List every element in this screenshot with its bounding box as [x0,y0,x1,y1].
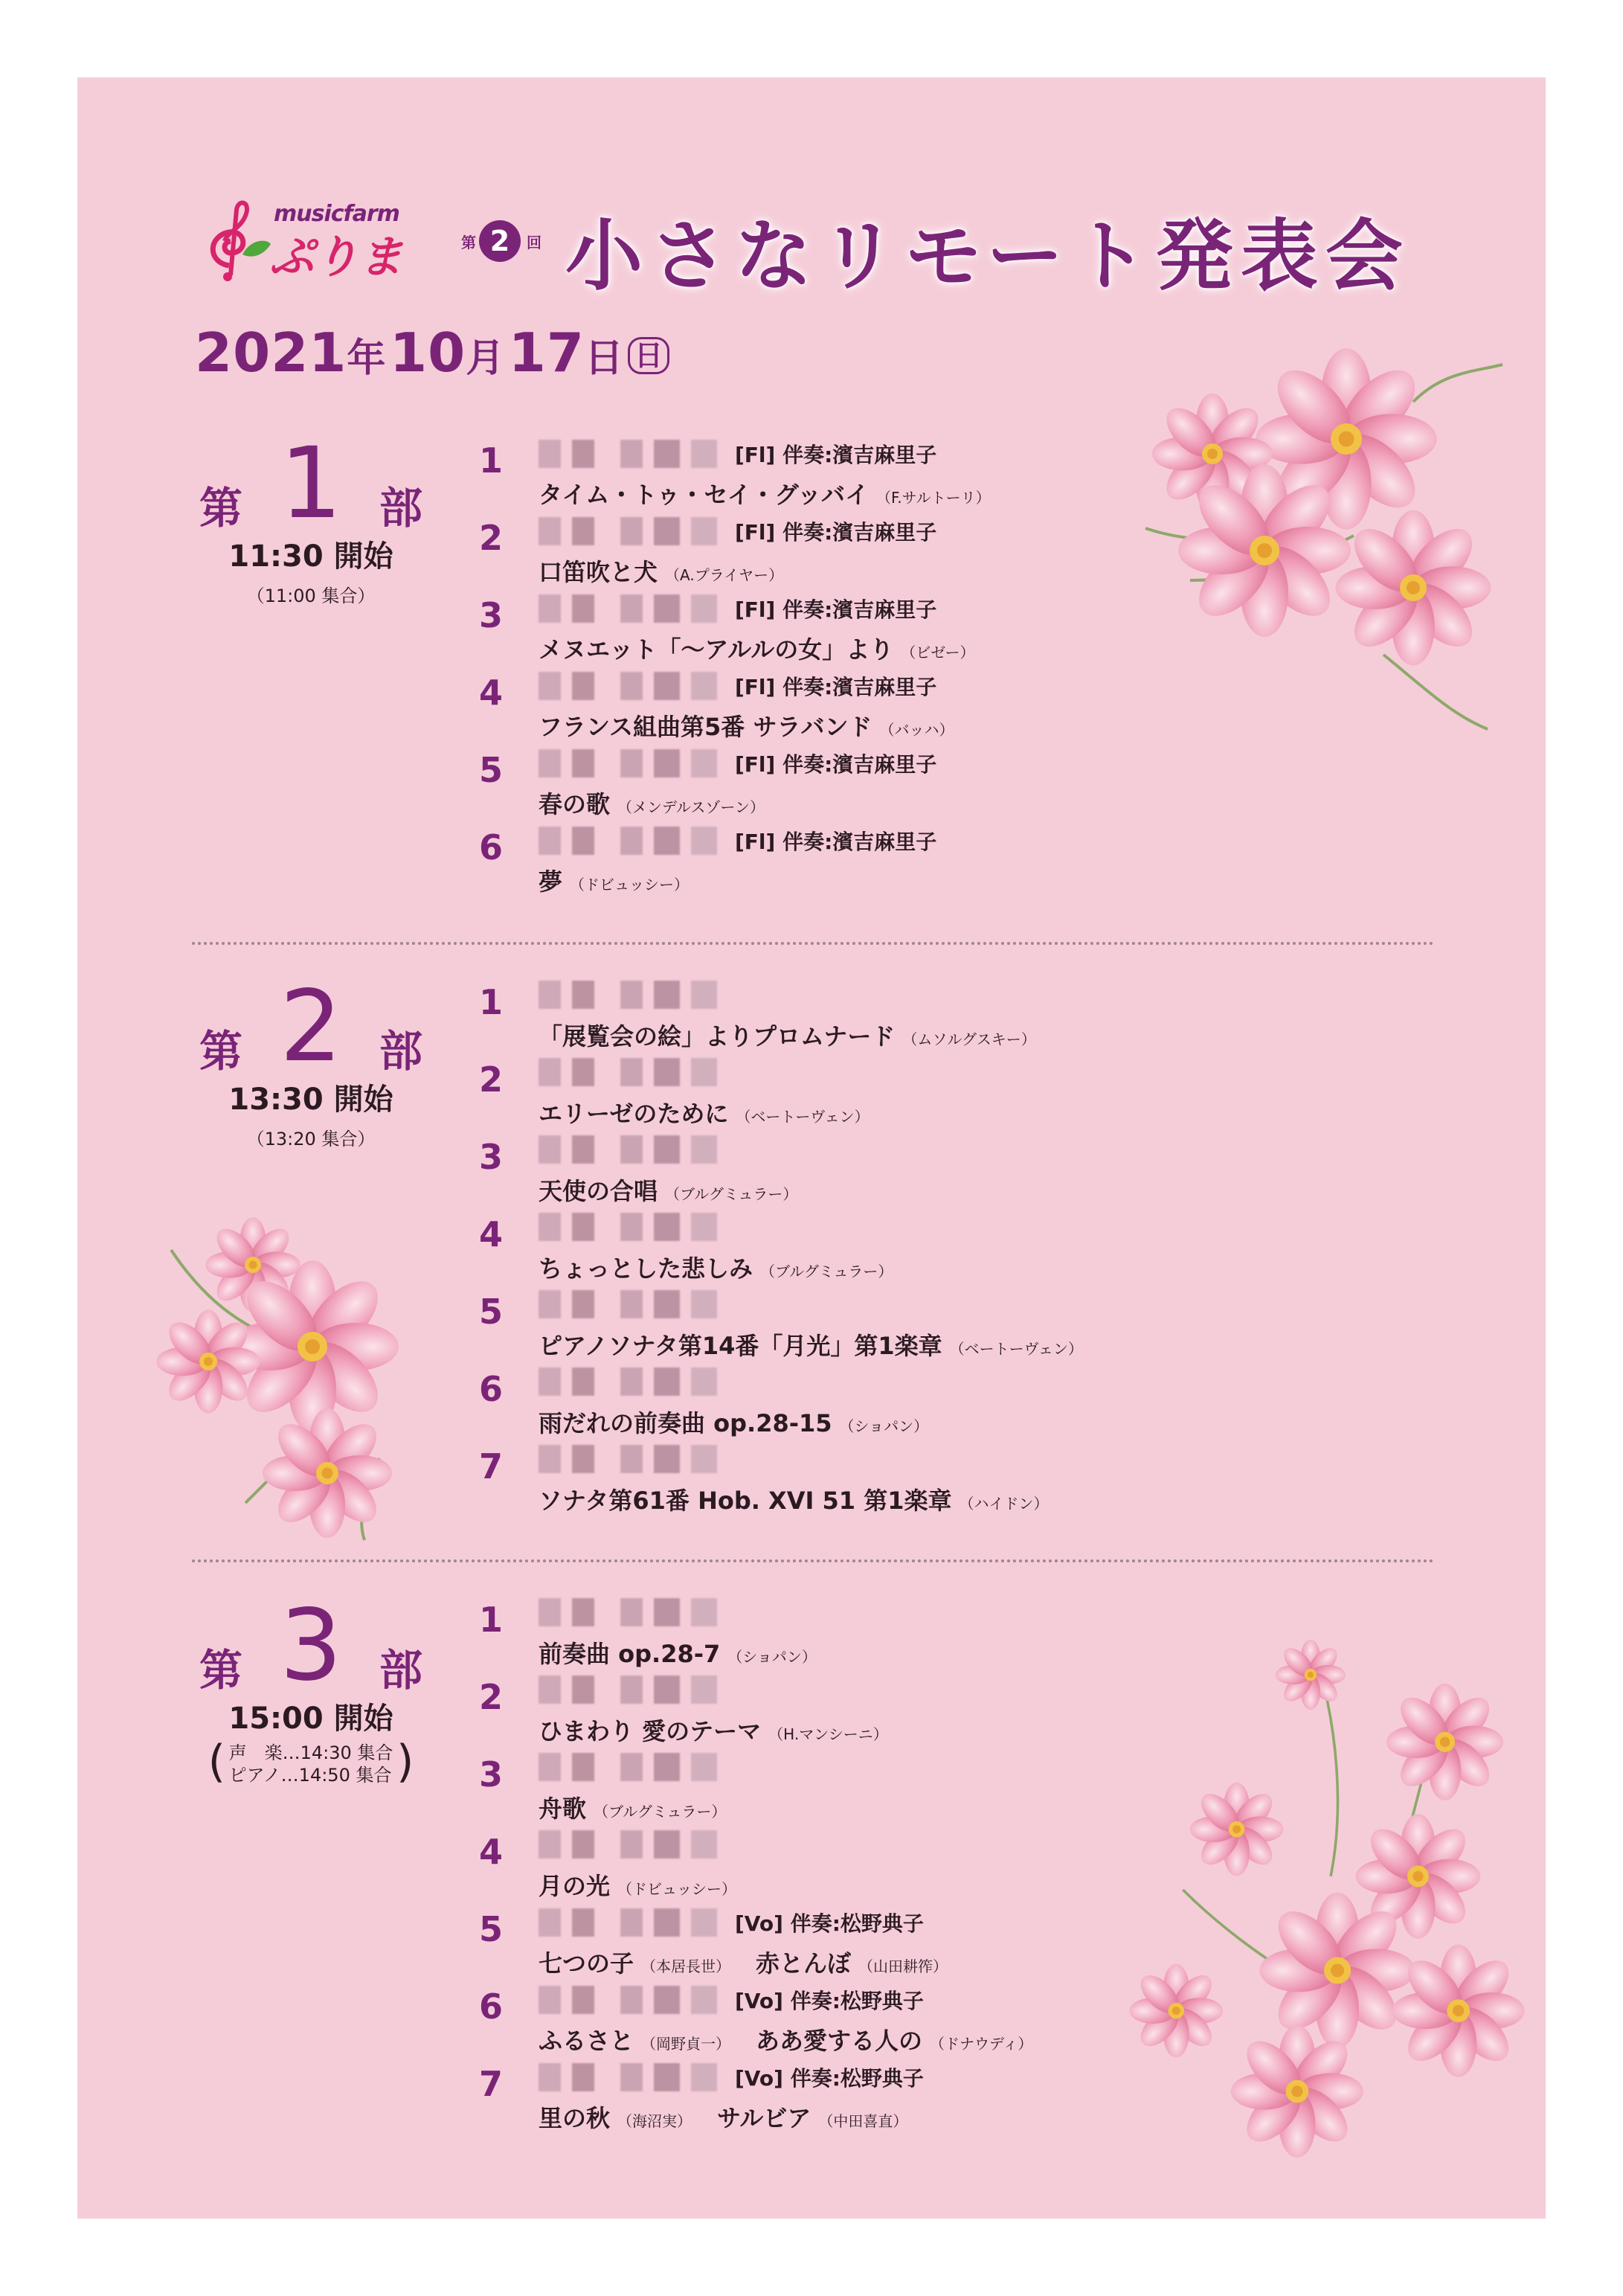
part-gather-time: （11:00 集合） [246,586,376,606]
entry-composer: （ムソルグスキー） [902,1030,1036,1048]
redacted-performer [539,1986,724,2014]
date-year-unit: 年 [347,336,386,381]
entry-accompaniment: [Fl] 伴奏:濱吉麻里子 [735,675,937,699]
part-number: 3 [280,1588,342,1703]
page-title: 小さなリモート発表会 [565,211,1410,301]
entry-number: 3 [479,595,504,635]
entry-composer: （ブルグミュラー） [594,1803,727,1821]
part-2-header [199,969,422,1150]
part-suffix: 部 [379,1026,422,1077]
part-2-label [199,969,422,1089]
part-start-time: 15:00 開始 [228,1702,393,1736]
entry-number: 2 [479,1059,504,1100]
entry-piece: 前奏曲 op.28-7 [539,1640,721,1668]
edition-badge [461,214,543,266]
entry-accompaniment: [Fl] 伴奏:濱吉麻里子 [735,830,937,854]
redacted-performer [539,1675,724,1704]
section-divider [192,942,1434,945]
part-suffix: 部 [379,1645,422,1696]
date-weekday: 日 [628,337,669,374]
part-1-header [199,426,422,607]
entry-composer: （岡野貞一） [641,2035,731,2053]
part-start-time: 13:30 開始 [228,1083,393,1117]
entry-accompaniment: [Fl] 伴奏:濱吉麻里子 [735,597,937,622]
entry-accompaniment: [Fl] 伴奏:濱吉麻里子 [735,520,937,545]
redacted-performer [539,1135,724,1164]
entry-composer: （ビゼー） [901,644,975,661]
entry-piece: エリーゼのために [539,1100,729,1128]
edition-suffix: 回 [527,234,541,251]
edition-number: 2 [479,220,521,262]
entry-number: 3 [479,1137,504,1177]
entry-composer: （バッハ） [879,721,954,739]
entry-piece-second: ああ愛する人の [756,2027,923,2055]
redacted-performer [539,1058,724,1086]
entry-composer-second: （中田喜直） [818,2112,908,2130]
entry-number: 1 [479,440,504,481]
gather-vocal: ( 声 楽…14:30 集合 [228,1742,393,1763]
redacted-performer [539,440,724,468]
entry-number: 5 [479,1909,504,1949]
date-month-unit: 月 [466,336,505,381]
logo-text-jp: ぷりま [269,231,403,283]
entry-composer: （A.プライヤー） [665,566,784,584]
redacted-performer [539,1290,724,1318]
part-prefix: 第 [199,1026,243,1077]
redacted-performer [539,517,724,545]
entry-piece: ちょっとした悲しみ [539,1254,753,1283]
entry-number: 6 [479,1369,504,1409]
entry-piece: 雨だれの前奏曲 op.28-15 [539,1409,832,1437]
entry-number: 4 [479,673,504,713]
entry-composer: （ブルグミュラー） [665,1185,798,1203]
redacted-performer [539,749,724,777]
entry-piece: 「展覧会の絵」よりプロムナード [539,1022,896,1051]
date-day: 17 [508,321,585,384]
redacted-performer [539,1908,724,1937]
entry-number: 6 [479,827,504,868]
entry-accompaniment: [Vo] 伴奏:松野典子 [735,1911,924,1936]
entry-piece: タイム・トゥ・セイ・グッバイ [539,481,870,509]
entry-piece: 里の秋 [539,2104,611,2132]
entry-composer: （H.マンシーニ） [768,1725,888,1743]
redacted-performer [539,1753,724,1781]
gather-piano: ピアノ…14:50 集合 [228,1765,392,1786]
part-prefix: 第 [199,1645,243,1696]
entry-composer: （本居長世） [641,1957,731,1975]
entry-accompaniment: [Vo] 伴奏:松野典子 [735,1989,924,2013]
logo-text-en: musicfarm [274,201,399,227]
redacted-performer [539,1598,724,1626]
entry-piece: メヌエット「〜アルルの女」より [539,635,894,664]
entry-number: 2 [479,518,504,558]
edition-prefix: 第 [461,234,476,251]
redacted-performer [539,1445,724,1473]
entry-piece: 春の歌 [539,790,611,818]
entry-number: 7 [479,1446,504,1487]
redacted-performer [539,981,724,1009]
cosmos-flower-cluster-bottom-right [1116,1622,1532,2158]
event-date [195,321,669,384]
entry-piece: ピアノソナタ第14番「月光」第1楽章 [539,1332,942,1360]
entry-composer: （ショパン） [727,1648,817,1666]
entry-accompaniment: [Fl] 伴奏:濱吉麻里子 [735,752,937,777]
entry-piece: 口笛吹と犬 [539,558,658,586]
cosmos-flower-cluster-middle-left [141,1205,454,1548]
entry-composer: （ベートーヴェン） [736,1108,870,1126]
entry-number: 1 [479,982,504,1022]
redacted-performer [539,594,724,623]
entry-piece: ソナタ第61番 Hob. XVI 51 第1楽章 [539,1487,952,1515]
entry-composer: （ベートーヴェン） [949,1340,1083,1358]
redacted-performer [539,672,724,700]
part-start-time: 11:30 開始 [228,539,393,574]
entry-composer: （ハイドン） [959,1495,1049,1513]
entry-composer: （ドビュッシー） [617,1880,737,1898]
entry-number: 6 [479,1986,504,2027]
part-3-label [199,1588,422,1708]
entry-piece: 七つの子 [539,1949,634,1978]
redacted-performer [539,827,724,855]
entry-piece: 夢 [539,868,563,896]
redacted-performer [539,1367,724,1396]
entry-number: 5 [479,1292,504,1332]
redacted-performer [539,1830,724,1859]
date-year: 2021 [195,321,347,384]
redacted-performer [539,1213,724,1241]
entry-accompaniment: [Vo] 伴奏:松野典子 [735,2066,924,2091]
entry-number: 3 [479,1754,504,1795]
entry-piece: ふるさと [539,2027,634,2055]
entry-number: 4 [479,1214,504,1254]
entry-number: 1 [479,1600,504,1640]
part-number: 2 [280,969,342,1084]
entry-composer: （F.サルトーリ） [876,489,991,507]
part-gather-time: （13:20 集合） [246,1129,376,1149]
section-divider [192,1559,1434,1562]
entry-composer-second: （山田耕筰） [858,1957,948,1975]
entry-number: 5 [479,750,504,790]
cosmos-flower-cluster-top-right [1101,342,1517,759]
entry-composer: （メンデルスゾーン） [617,798,765,816]
part-3-header [199,1588,422,1786]
part-suffix: 部 [379,483,422,533]
part-gather-times [208,1742,414,1786]
entry-piece: 舟歌 [539,1795,587,1823]
date-month: 10 [389,321,466,384]
part-number: 1 [280,426,342,541]
entry-piece: フランス組曲第5番 サラバンド [539,713,872,741]
redacted-performer [539,2063,724,2091]
entry-piece: ひまわり 愛のテーマ [539,1717,762,1745]
part-1-label [199,426,422,546]
part-prefix: 第 [199,483,243,533]
entry-number: 4 [479,1832,504,1872]
entry-composer: （ブルグミュラー） [760,1263,893,1280]
entry-composer: （ドビュッシー） [570,876,690,894]
entry-number: 7 [479,2064,504,2104]
entry-composer: （ショパン） [839,1417,929,1435]
entry-composer: （海沼実） [617,2112,692,2130]
entry-number: 2 [479,1677,504,1717]
entry-piece: 天使の合唱 [539,1177,658,1205]
date-day-unit: 日 [584,336,623,381]
entry-piece-second: 赤とんぼ [756,1949,852,1978]
entry-composer-second: （ドナウディ） [930,2035,1033,2053]
entry-piece: 月の光 [539,1872,611,1900]
entry-piece-second: サルビア [717,2104,812,2132]
entry-accompaniment: [Fl] 伴奏:濱吉麻里子 [735,443,937,467]
